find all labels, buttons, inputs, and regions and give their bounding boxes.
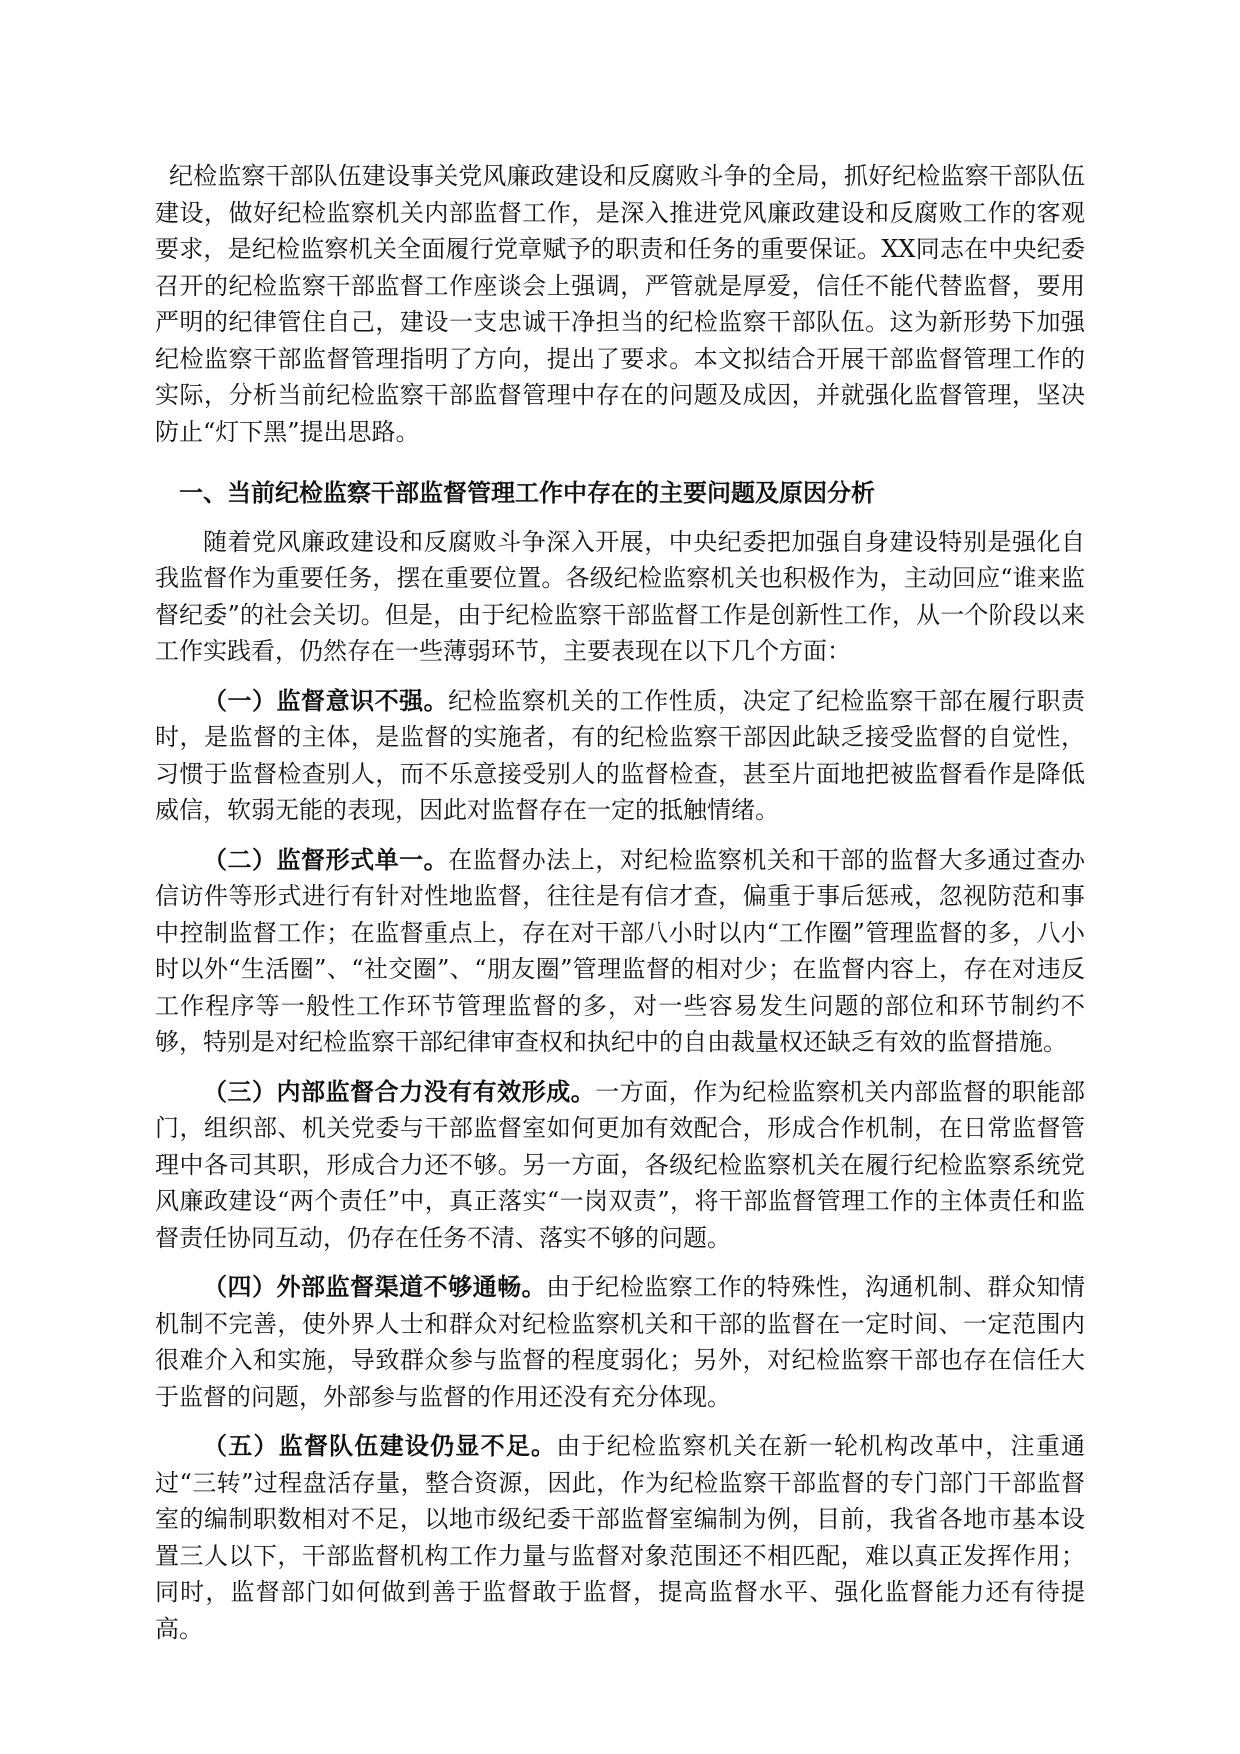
document-body: [155, 158, 1085, 1647]
problem-item-2-title: （二）监督形式单一。: [203, 844, 449, 874]
section-heading: 一、当前纪检监察干部监督管理工作中存在的主要问题及原因分析: [179, 478, 875, 507]
problem-item-1: [155, 683, 1085, 829]
problem-item-2: [155, 842, 1085, 1061]
problem-item-5-text: 由于纪检监察机关在新一轮机构改革中，注重通过“三转”过程盘活存量，整合资源，因此，作为纪检监察干部监督的专门部门干部监督室的编制职数相对不足，以地市级纪委干部监督室编制为例，目前，我省各地市基本设置三人以下，干部监督机构工作力量与监督对象范围还不相匹配，难以真正发挥作用；同时，监督部门如何做到善于监督敢于监督，提高监督水平、强化监督能力还有待提高。: [155, 1432, 1086, 1643]
intro-paragraph: 纪检监察干部队伍建设事关党风廉政建设和反腐败斗争的全局，抓好纪检监察干部队伍建设，做好纪检监察机关内部监督工作，是深入推进党风廉政建设和反腐败工作的客观要求，是纪检监察机关全面履行党章赋予的职责和任务的重要保证。XX同志在中央纪委召开的纪检监察干部监督工作座谈会上强调，严管就是厚爱，信任不能代替监督，要用严明的纪律管住自己，建设一支忠诚干净担当的纪检监察干部队伍。这为新形势下加强纪检监察干部监督管理指明了方向，提出了要求。本文拟结合开展干部监督管理工作的实际，分析当前纪检监察干部监督管理中存在的问题及成因，并就强化监督管理，坚决防止“灯下黑”提出思路。: [155, 162, 1085, 446]
problem-item-5-title: （五）监督队伍建设仍显不足。: [203, 1431, 557, 1460]
problem-item-3-text: 一方面，作为纪检监察机关内部监督的职能部门，组织部、机关党委与干部监督室如何更加有效配合，形成合作机制，在日常监督管理中各司其职，形成合力还不够。另一方面，各级纪检监察机关在履行纪检监察系统党风廉政建设“两个责任”中，真正落实“一岗双责”，将干部监督管理工作的主体责任和监督责任协同互动，仍存在任务不清、落实不够的问题。: [155, 1077, 1086, 1252]
problem-item-3: [155, 1074, 1085, 1257]
problem-item-1-text: 纪检监察机关的工作性质，决定了纪检监察干部在履行职责时，是监督的主体，是监督的实施者，有的纪检监察干部因此缺乏接受监督的自觉性，习惯于监督检查别人，而不乐意接受别人的监督检查，甚至片面地把被监督看作是降低威信，软弱无能的表现，因此对监督存在一定的抵触情绪。: [155, 686, 1086, 824]
problem-item-4-text: 由于纪检监察工作的特殊性，沟通机制、群众知情机制不完善，使外界人士和群众对纪检监察机关和干部的监督在一定时间、一定范围内很难介入和实施，导致群众参与监督的程度弱化；另外，对纪检监察干部也存在信任大于监督的问题，外部参与监督的作用还没有充分体现。: [155, 1273, 1086, 1411]
problem-item-1-title: （一）监督意识不强。: [203, 685, 449, 715]
problem-item-3-title: （三）内部监督合力没有有效形成。: [203, 1076, 596, 1106]
problem-item-4: [155, 1269, 1085, 1415]
problem-item-5: [155, 1428, 1085, 1647]
problem-item-2-text: 在监督办法上，对纪检监察机关和干部的监督大多通过查办信访件等形式进行有针对性地监督，往往是有信才查，偏重于事后惩戒，忽视防范和事中控制监督工作；在监督重点上，存在对干部八小时以内“工作圈”管理监督的多，八小时以外“生活圈”、“社交圈”、“朋友圈”管理监督的相对少；在监督内容上，存在对违反工作程序等一般性工作环节管理监督的多，对一些容易发生问题的部位和环节制约不够，特别是对纪检监察干部纪律审查权和执纪中的自由裁量权还缺乏有效的监督措施。: [155, 845, 1086, 1056]
problem-item-4-title: （四）外部监督渠道不够通畅。: [203, 1272, 547, 1301]
section-intro-paragraph: 随着党风廉政建设和反腐败斗争深入开展，中央纪委把加强自身建设特别是强化自我监督作为重要任务，摆在重要位置。各级纪检监察机关也积极作为，主动回应“谁来监督纪委”的社会关切。但是，由于纪检监察干部监督工作是创新性工作，从一个阶段以来工作实践看，仍然存在一些薄弱环节，主要表现在以下几个方面：: [155, 527, 1085, 665]
